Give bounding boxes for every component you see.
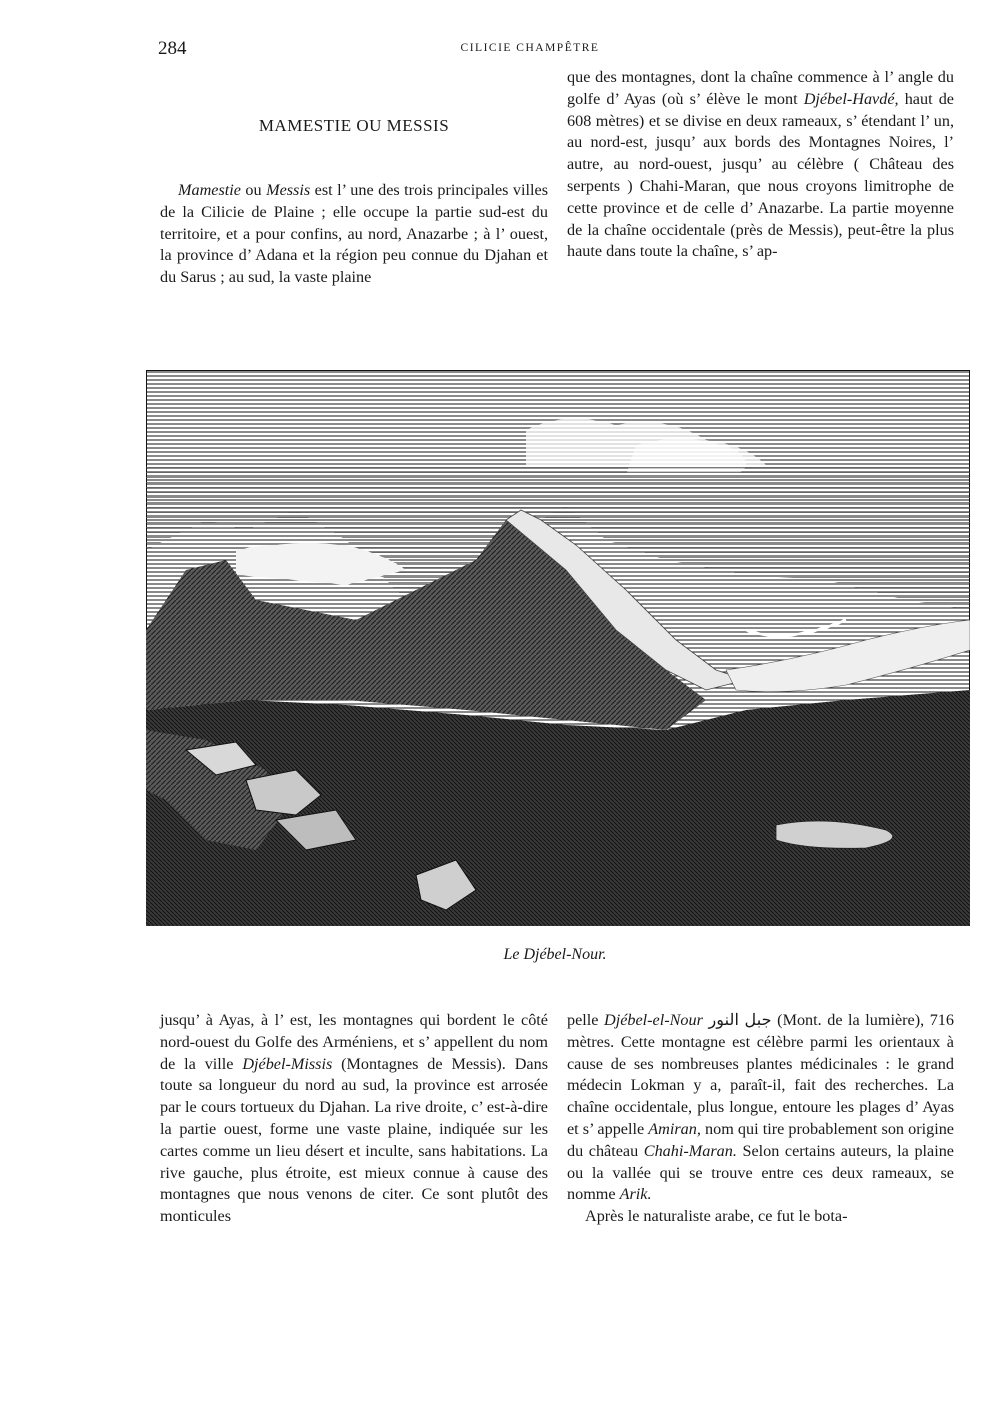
paragraph: [160, 180, 548, 289]
text-run: (Montagnes de Messis). Dans toute sa longueur du nord au sud, la province est arrosée par le cours tortueux du Djahan. La rive droite, c’ est-à-dire la partie ouest, forme une vaste plaine, indiquée sur les cartes comme un lieu désert et inculte, sans habitations. La rive gauche, plus étroite, est mieux connue à cause des montagnes que nous venons de citer. Ce sont plutôt des monticules: [160, 1054, 548, 1226]
italic-term: Mamestie: [178, 181, 241, 199]
arabic-term: جبل النور: [708, 1011, 772, 1029]
paragraph: Après le naturaliste arabe, ce fut le bota-: [585, 1207, 848, 1226]
text-run: est l’ une des trois principales villes de la Cilicie de Plaine ; elle occupe la partie sud-est du territoire, et a pour confins, au nord, Anazarbe ; à l’ ouest, la province d’ Adana et la région peu connue du Djahan et du Sarus ; au sud, la vaste plaine: [160, 181, 548, 287]
text-run: Selon certains auteurs, la plaine ou la vallée qui se trouve entre ces deux rameaux, se nomme: [567, 1141, 954, 1204]
italic-term: Djébel-Missis: [242, 1054, 333, 1073]
column-top-left: [160, 180, 548, 289]
italic-term: Messis: [266, 181, 311, 199]
text-run: pelle: [567, 1011, 604, 1029]
text-run: nom qui tire probablement son origine du château: [567, 1119, 954, 1160]
page-number: 284: [158, 38, 187, 59]
text-run: que des montagnes, dont la chaîne commence à l’ angle du golfe d’ Ayas (où s’ élève le mont: [567, 68, 954, 108]
text-run: jusqu’ à Ayas, à l’ est, les montagnes qui bordent le côté nord-ouest du Golfe des Arméniens, et s’ appellent du nom de la ville: [160, 1011, 548, 1073]
paragraph: [567, 1010, 954, 1206]
text-run: haut de 608 mètres) et se divise en deux rameaux, s’ étendant l’ un, au nord-est, jusqu’ aux bords des Montagnes Noires, l’ autre, au nord-ouest, jusqu’ au célèbre ( Château des serpents ) Chahi-Maran, que nous croyons limitrophe de cette province et de celle d’ Anazarbe. La partie moyenne de la chaîne occidentale (près de Messis), peut-être la plus haute dans toute la chaîne, s’ ap-: [567, 89, 954, 261]
figure-caption: Le Djébel-Nour.: [503, 946, 607, 963]
italic-term: Amiran,: [648, 1119, 701, 1138]
column-bottom-left: [160, 1010, 548, 1228]
italic-term: Djébel-el-Nour: [604, 1011, 703, 1029]
italic-term: Arik.: [619, 1185, 652, 1204]
section-title: MAMESTIE OU MESSIS: [258, 116, 450, 135]
mountain-landscape-engraving: [146, 370, 970, 926]
figure-engraving: [146, 370, 970, 926]
paragraph: [160, 1010, 548, 1228]
text-run: ou: [240, 181, 267, 199]
paragraph: [567, 67, 954, 263]
column-top-right: [567, 67, 954, 263]
text-run: (Mont. de la lumière), 716 mètres. Cette montagne est célèbre parmi les orientaux à cause de ses nombreuses plantes médicinales : le grand médecin Lokman y a, paraît-il, fait des recherches. La chaîne occidentale, plus longue, entoure les plages d’ Ayas et s’ appelle: [567, 1011, 954, 1138]
italic-term: Chahi-Maran.: [643, 1141, 737, 1160]
column-bottom-right: [567, 1010, 954, 1228]
running-title: CILICIE CHAMPÊTRE: [460, 42, 600, 54]
italic-term: Djébel-Havdé,: [803, 89, 899, 108]
